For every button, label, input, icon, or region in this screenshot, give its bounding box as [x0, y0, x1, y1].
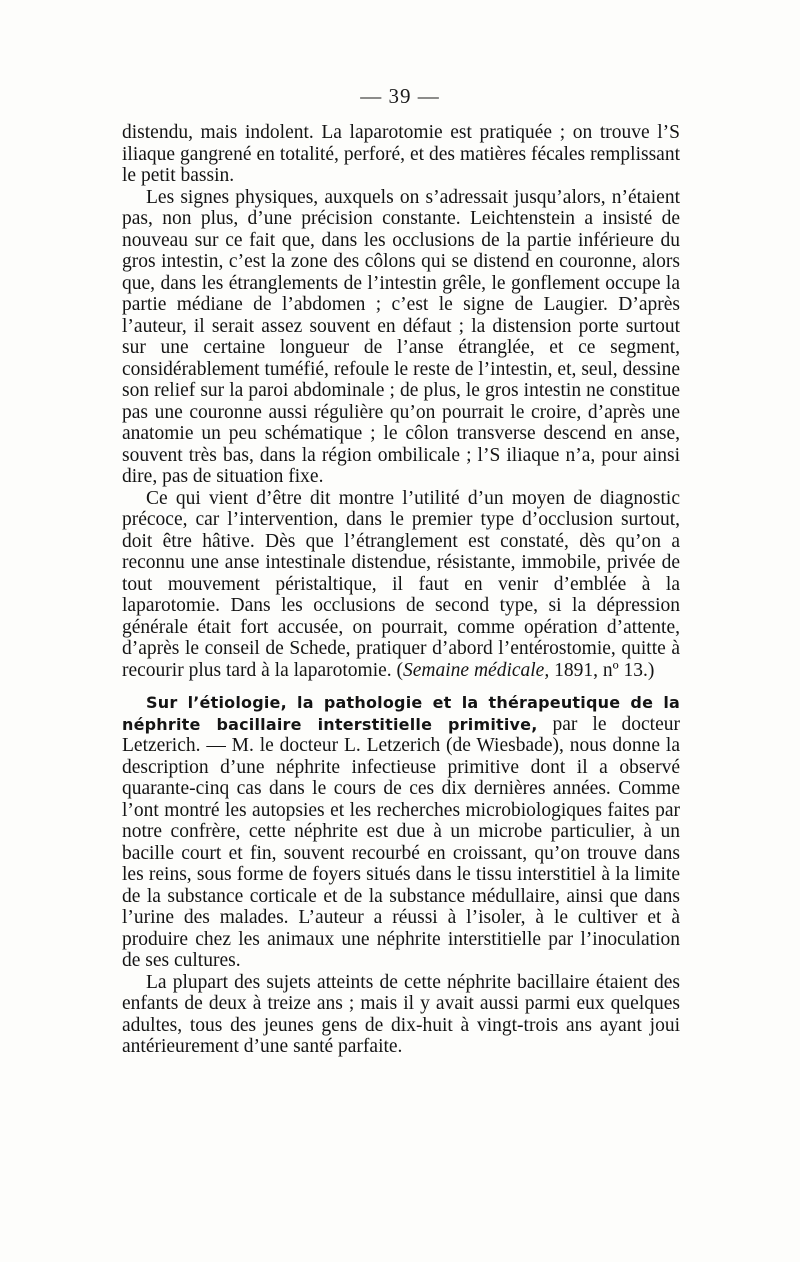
paragraph-2: Les signes physiques, auxquels on s’adressait jusqu’alors, n’étaient pas, non plus, d’une précision constante. Leichtenstein a insisté de nouveau sur ce fait que, dans les occlusions de la partie inférieure du gros intestin, c’est la zone des côlons qui se distend en couronne, alors que, dans les étranglements de l’intestin grêle, le gonflement occupe la partie médiane de l’abdomen ; c’est le signe de Laugier. D’après l’auteur, il serait assez souvent en défaut ; la distension porte surtout sur une certaine longueur de l’anse étranglée, et ce segment, considérablement tuméfié, refoule le reste de l’intestin, et, seul, dessine son relief sur la paroi abdominale ; de plus, le gros intestin ne constitue pas une couronne aussi régulière qu’on pourrait le croire, d’après une anatomie un peu schématique ; le côlon transverse descend en anse, souvent très bas, dans la région ombilicale ; l’S iliaque n’a, pour ainsi dire, pas de situation fixe.: [122, 186, 680, 487]
paragraph-5: La plupart des sujets atteints de cette néphrite bacillaire étaient des enfants de deux à treize ans ; mais il y avait aussi parmi eux quelques adultes, tous des jeunes gens de dix-huit à vingt-trois ans ayant joui antérieurement d’une santé parfaite.: [122, 971, 680, 1057]
paragraph-3: [122, 488, 680, 682]
journal-citation: Semaine médicale,: [403, 659, 550, 681]
article-title: Sur l’étiologie, la pathologie et la thérapeutique de la néphrite bacillaire interstitielle primitive,: [122, 693, 680, 734]
paragraph-3-text: Ce qui vient d’être dit montre l’utilité d’un moyen de diagnostic précoce, car l’intervention, dans le premier type d’occlusion surtout, doit être hâtive. Dès que l’étranglement est constaté, dès qu’on a reconnu une anse intestinale distendue, résistante, immobile, privée de tout mouvement péristaltique, il faut en venir d’emblée à la laparotomie. Dans les occlusions de second type, si la dépression générale était fort accusée, on pourrait, comme opération d’attente, d’après le conseil de Schede, pratiquer d’abord l’entérostomie, quitte à recourir plus tard à la laparotomie. (: [122, 487, 680, 681]
paragraph-1: distendu, mais indolent. La laparotomie est pratiquée ; on trouve l’S iliaque gangrené en totalité, perforé, et des matières fécales remplissant le petit bassin.: [122, 122, 680, 186]
page-number: — 39 —: [360, 84, 440, 108]
section-gap: [122, 681, 680, 692]
citation-issue: 1891, nº 13.): [549, 659, 655, 681]
paragraph-4: [122, 692, 680, 972]
paragraph-4-text: par le docteur Letzerich. — M. le docteur L. Letzerich (de Wiesbade), nous donne la description d’une néphrite infectieuse primitive dont il a observé quarante-cinq cas dans le cours de ces dix dernières années. Comme l’ont montré les autopsies et les recherches microbiologiques faites par notre confrère, cette néphrite est due à un microbe particulier, à un bacille court et fin, souvent recourbé en croissant, qu’on trouve dans les reins, sous forme de foyers situés dans le tissu interstitiel à la limite de la substance corticale et de la substance médullaire, ainsi que dans l’urine des malades. L’auteur a réussi à l’isoler, à le cultiver et à produire chez les animaux une néphrite interstitielle par l’inoculation de ses cultures.: [122, 713, 680, 971]
body-text: [122, 122, 680, 1058]
